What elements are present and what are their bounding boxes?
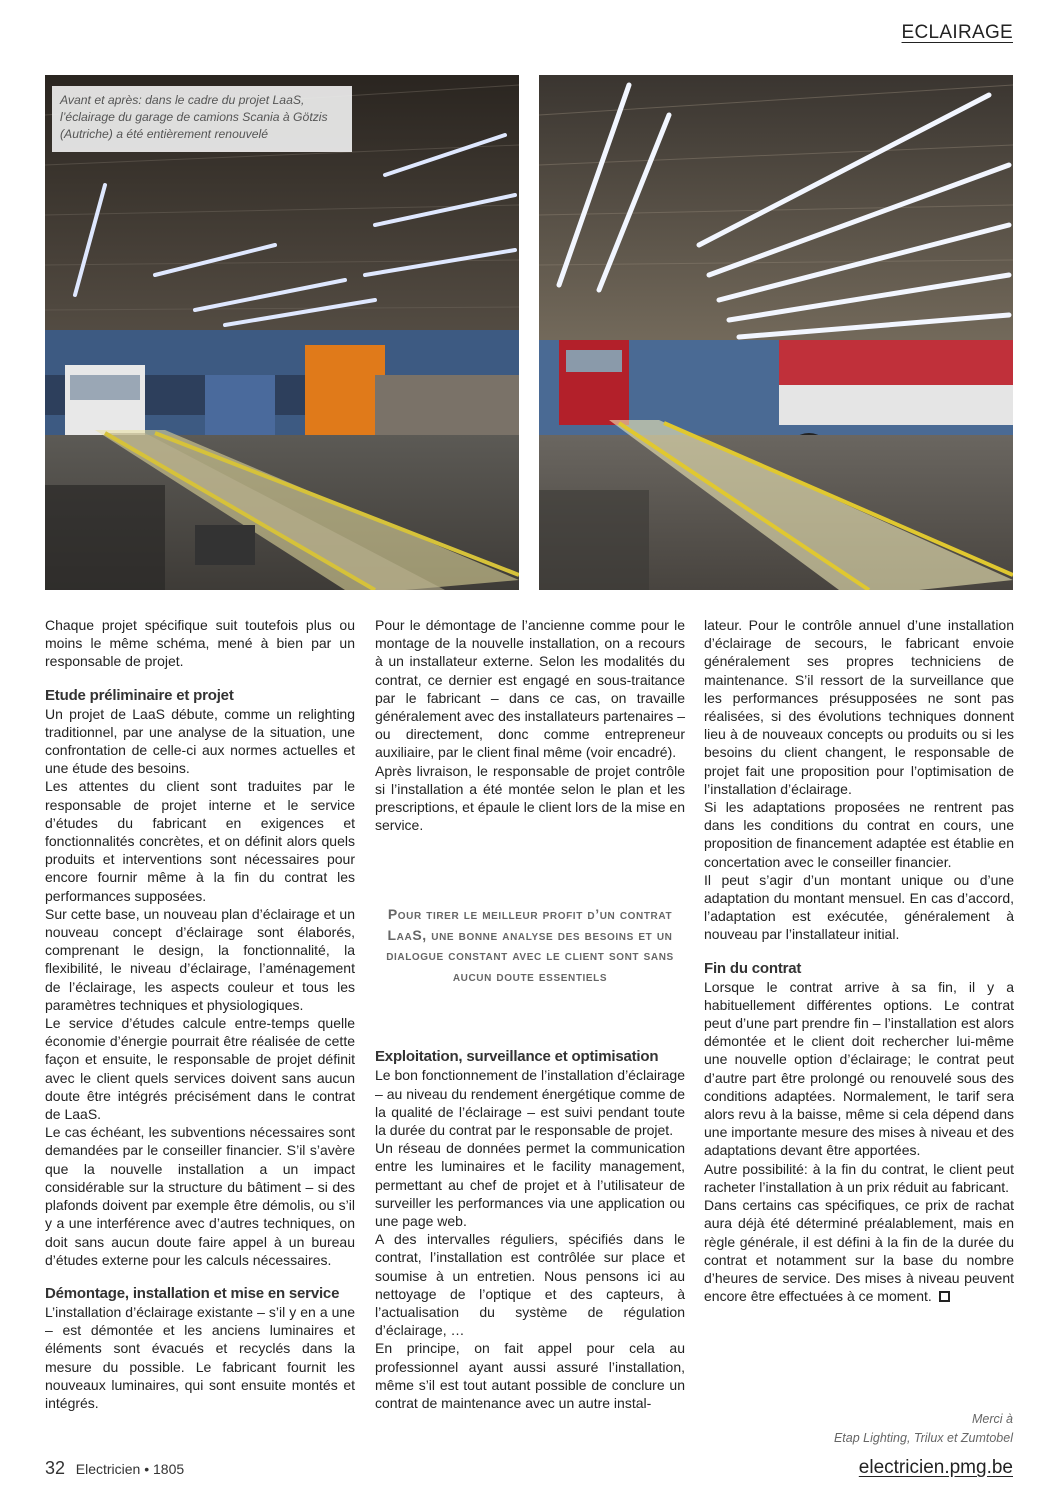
text-column-2 <box>375 616 685 1412</box>
body-paragraph: Les attentes du client sont traduites par le responsable de projet interne et le service d’études du fabricant en exigences et fonctionnalités concrètes, et on définit alors quels produits et interventions sont nécessaires pour encore fournir même à la fin du contrat les performances supposées. <box>45 778 355 904</box>
photo-before-renovation <box>45 75 519 590</box>
final-paragraph-text: Dans certains cas spécifiques, ce prix de rachat aura déjà été déterminé préalablement, mais en règle générale, il est défini à la fin de la durée du contrat et notamment sur la base du nombre d’heures de service. Des mises à niveau peuvent encore être effectuées à ce moment. <box>704 1197 1014 1305</box>
caption-line: (Autriche) a été entièrement renouvelé <box>60 127 268 141</box>
body-paragraph: Pour le démontage de l’ancienne comme pour le montage de la nouvelle installation, on a recours à un installateur externe. Selon les modalités du contrat, ce dernier est engagé en sous-traitance par le fabricant – dans ce cas, on travaille généralement avec des installateurs partenaires – ou directement, donc comme entrepreneur auxiliaire, par le client final même (voir encadré). <box>375 617 685 761</box>
text-column-1 <box>45 616 355 1412</box>
photo-caption <box>52 86 352 152</box>
thanks-line: Merci à <box>972 1412 1013 1426</box>
caption-line: l’éclairage du garage de camions Scania à Götzis <box>60 110 328 124</box>
end-of-article-square-icon <box>939 1291 950 1302</box>
body-paragraph: Un réseau de données permet la communication entre les luminaires et le facility management, permettant au chef de projet et à l’utilisateur de surveiller les performances via une application ou une page web. <box>375 1140 685 1230</box>
body-paragraph: Après livraison, le responsable de projet contrôle si l’installation a été montée selon le plan et les prescriptions, et épaule le client lors de la mise en service. <box>375 762 685 834</box>
subheading-operation: Exploitation, surveillance et optimisation <box>375 1048 659 1066</box>
page-number: 32 <box>45 1458 66 1478</box>
footer-info <box>45 1458 184 1479</box>
subheading-end-of-contract: Fin du contrat <box>704 959 802 977</box>
section-header: ECLAIRAGE <box>901 22 1013 43</box>
body-paragraph: Le bon fonctionnement de l’installation d’éclairage – au niveau du rendement énergétique comme de la qualité de l’éclairage – est suivi pendant toute la durée du contrat par le responsable de projet. <box>375 1067 685 1139</box>
body-paragraph: A des intervalles réguliers, spécifiés dans le contrat, l’installation est contrôlée sur place et soumise à un entretien. Nous pensons ici au nettoyage de l’optique et des capteurs, à l’actualisation du système de régulation d’éclairage, … <box>375 1231 685 1339</box>
body-paragraph: Si les adaptations proposées ne rentrent pas dans les conditions du contrat en cours, une proposition de financement adaptée est établie en concertation avec le conseiller financier. <box>704 799 1014 870</box>
acknowledgements <box>834 1410 1013 1448</box>
website-link[interactable]: electricien.pmg.be <box>858 1457 1013 1478</box>
photo-after-renovation <box>539 75 1013 590</box>
subheading-dismantling: Démontage, installation et mise en service <box>45 1284 340 1302</box>
body-paragraph: Autre possibilité: à la fin du contrat, le client peut racheter l’installation à un prix réduit au fabricant. <box>704 1160 1014 1195</box>
body-paragraph: Le service d’études calcule entre-temps quelle économie d’énergie pourrait être réalisée de cette façon et ensuite, le responsable de projet définit avec le client quels services doivent sans aucun doute être intégrés précisément dans le contrat de LaaS. <box>45 1015 355 1123</box>
caption-line: Avant et après: dans le cadre du projet LaaS, <box>60 93 305 107</box>
text-column-3 <box>704 616 1014 1305</box>
body-paragraph: L’installation d’éclairage existante – s’il y en a une – est démontée et les anciens luminaires et éléments sont évacués et recyclés dans la mesure du possible. Le fabricant fournit les nouveaux luminaires, qui sont ensuite montés et intégrés. <box>45 1303 355 1411</box>
body-paragraph <box>704 1196 1014 1305</box>
body-paragraph: Sur cette base, un nouveau plan d’éclairage et un nouveau concept d’éclairage sont élaborés, comprenant le design, la fonctionnalité, la flexibilité, le niveau d’éclairage, l’aménagement de l’éclairage, les aspects couleur et tous les paramètres techniques et physiologiques. <box>45 905 355 1013</box>
body-paragraph: Il peut s’agir d’un montant unique ou d’une adaptation du montant mensuel. En cas d’accord, l’adaptation est exécutée, généralement à nouveau par l’installateur initial. <box>704 871 1014 943</box>
thanks-line: Etap Lighting, Trilux et Zumtobel <box>833 1431 1013 1445</box>
body-paragraph: lateur. Pour le contrôle annuel d’une installation d’éclairage de secours, le fabricant envoie généralement ses propres techniciens de maintenance. S’il ressort de la surveillance que les performances présupposées ne sont pas réalisées, si des évolutions techniques donnent lieu à de nouveaux concepts ou produits ou si les besoins du client changent, le responsable de projet fait une proposition pour l’optimisation de l’installation d’éclairage. <box>704 617 1014 797</box>
magazine-issue: Electricien • 1805 <box>75 1461 185 1477</box>
body-paragraph: En principe, on fait appel pour cela au professionnel ayant aussi assuré l’installation, même s’il est tout autant possible de conclure un contrat de maintenance avec un autre instal- <box>375 1340 685 1412</box>
subheading-preliminary-study: Etude préliminaire et projet <box>45 686 234 704</box>
pull-quote: Pour tirer le meilleur profit d’un contrat LaaS, une bonne analyse des besoins et un dialogue constant avec le client sont sans aucun doute essentiels <box>386 906 674 984</box>
body-paragraph: Lorsque le contrat arrive à sa fin, il y a habituellement différentes options. Le contrat peut d’une part prendre fin – l’installation est alors démontée et le client doit rechercher lui-même une nouvelle option d’éclairage; le contrat peut d’autre part être prolongé ou renouvelé sous des conditions adaptées. Normalement, le tarif sera alors revu à la baisse, même si cela dépend dans une importante mesure des mises à niveau et des adaptations devant être apportées. <box>704 978 1014 1159</box>
intro-paragraph: Chaque projet spécifique suit toutefois plus ou moins le même schéma, mené à bien par un responsable de projet. <box>45 617 355 670</box>
body-paragraph: Un projet de LaaS débute, comme un relighting traditionnel, par une analyse de la situation, une confrontation de celle-ci aux normes actuelles et une étude des besoins. <box>45 705 355 777</box>
body-paragraph: Le cas échéant, les subventions nécessaires sont demandées par le conseiller financier. S’il s’avère que la nouvelle installation a un impact considérable sur la structure du bâtiment – si des plafonds doivent par exemple être démolis, ou s’il y a une interférence avec d’autres techniques, on doit sans aucun doute faire appel à un bureau d’études externe pour les calculs nécessaires. <box>45 1124 355 1268</box>
